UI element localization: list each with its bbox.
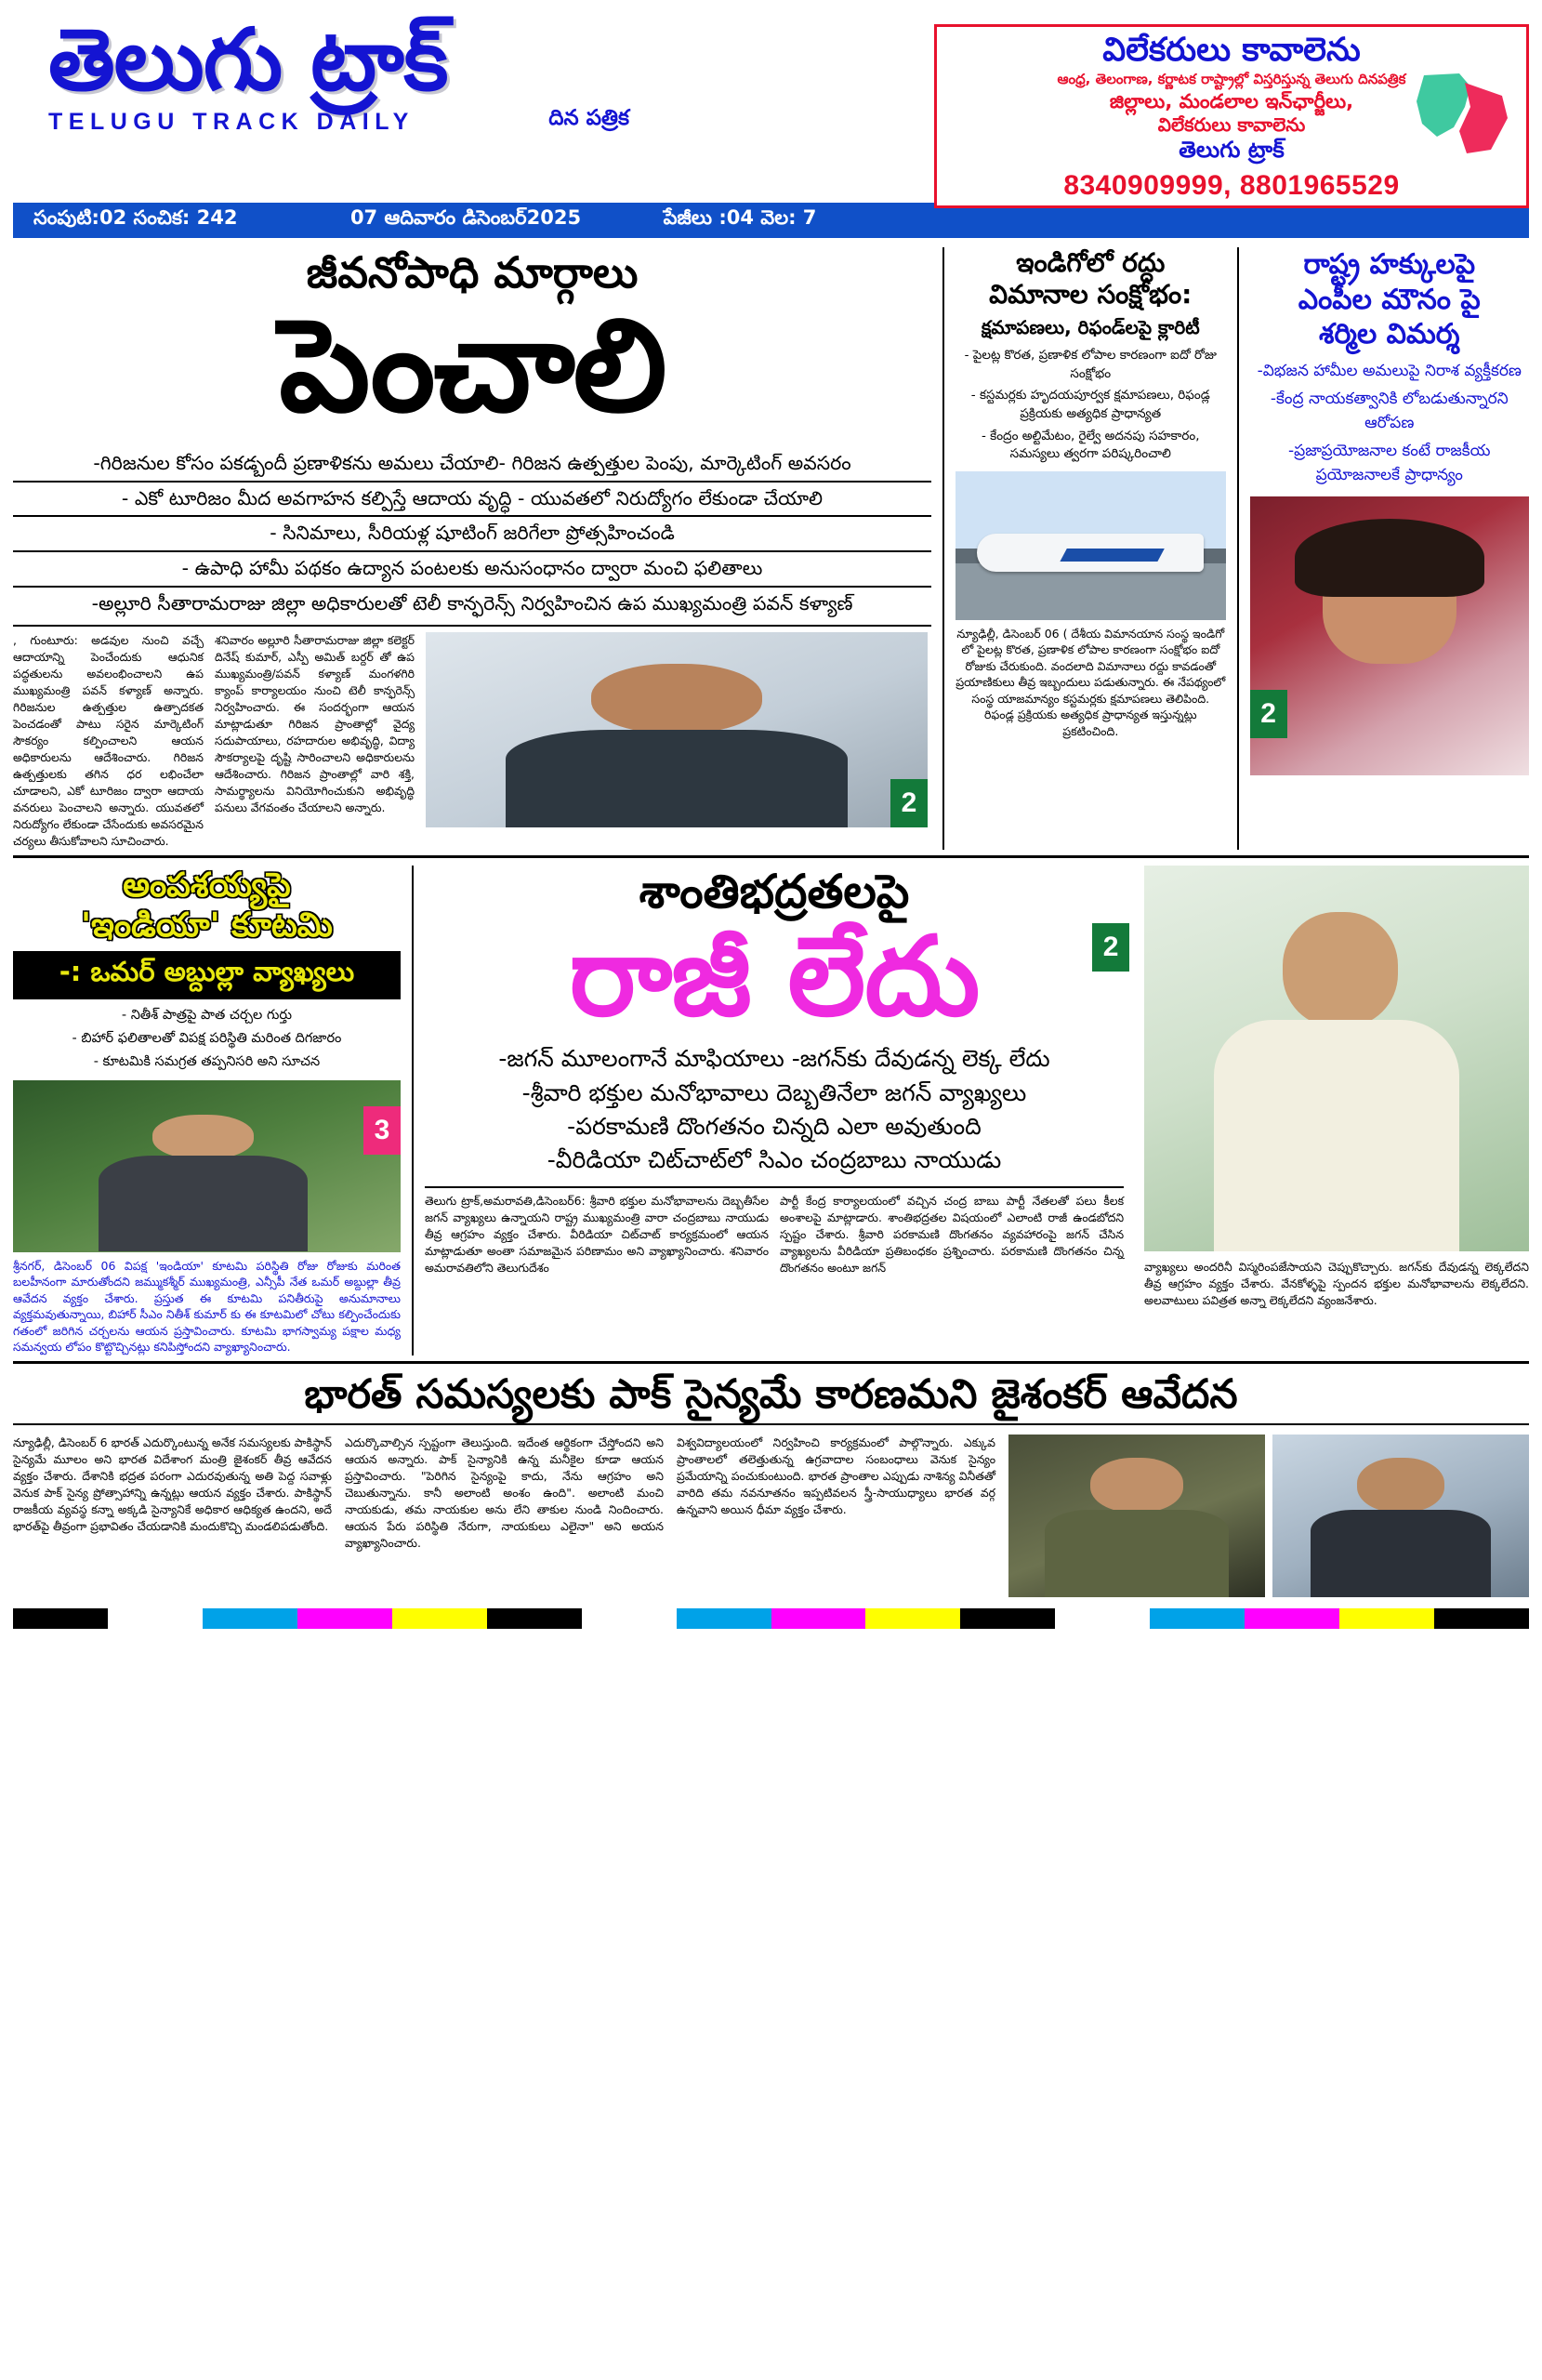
color-swatch	[108, 1608, 203, 1629]
lead-kicker: జీవనోపాధి మార్గాలు	[306, 247, 639, 298]
indigo-bullet: - కేంద్రం అల్టిమేటం, రైల్వే అదనపు సహకారం, సమస్యలు త్వరగా పరిష్కరించాలి	[981, 428, 1200, 462]
page-ref-badge: 2	[1092, 923, 1129, 972]
sharmila-headline-line1: రాష్ట్ర హక్కులపై	[1303, 248, 1476, 281]
omar-headline-line1: అంపశయ్యపై	[123, 866, 291, 906]
color-swatch	[1150, 1608, 1245, 1629]
color-swatch	[1055, 1608, 1150, 1629]
ad-line-reporters: విలేకరులు కావాలెను	[1157, 113, 1306, 137]
logo-telugu-subtitle: దిన పత్రిక	[548, 105, 629, 130]
omar-bullet: - నితీశ్ పాత్రపై పాత చర్చల గుర్తు	[121, 1008, 293, 1024]
omar-headline-line2: 'ఇండియా' కూటమి	[81, 906, 333, 945]
chandrababu-photo-column	[1135, 866, 1529, 1355]
color-swatch	[1339, 1608, 1434, 1629]
omar-abdullah-photo	[13, 1080, 401, 1252]
lead-body-col-2: శనివారం అల్లూరి సీతారామరాజు జిల్లా కలెక్టర్ దినేష్ కుమార్, ఎస్పీ అమిత్ బర్దర్ తో ఉప ముఖ్యమంత్రి/పవన్ కళ్యాణ్ మంగళగిరి క్యాంప్ కార్యాలయం నుంచి టెలీ కాన్ఫరెన్స్ నిర్వహించారు. ఈ సందర్భంగా ఆయన మాట్లాడుతూ గిరిజన ప్రాంతాల్లో వైద్య సదుపాయాలు, రహదారుల అభివృద్ధి, విద్యా సౌకర్యాలపై దృష్టి సారించాలని అధికారులను ఆదేశించారు. గిరిజన ప్రాంతాల్లో వారి శక్తి, సామర్థ్యాలను వినియోగించుకుని అభివృద్ధి పనులు వేగవంతం చేయాలని అన్నారు.	[215, 633, 415, 815]
bottom-body-columns	[13, 1435, 1529, 1597]
issue-date: 07 ఆదివారం డిసెంబర్2025	[349, 206, 582, 229]
newspaper-logo	[13, 10, 680, 136]
lead-bullet: - ఎకో టూరిజం మీద అవగాహన కల్పిస్తే ఆదాయ వృద్ధి - యువతలో నిరుద్యోగం లేకుండా చేయాలి	[13, 481, 931, 516]
logo-telugu-title: తెలుగు ట్రాక్	[48, 10, 448, 110]
jaishankar-photo	[1272, 1435, 1529, 1597]
indigo-bullet: - పైలట్ల కొరత, ప్రణాళిక లోపాల కారణంగా ఐదో రోజు సంక్షోభం	[964, 348, 1217, 381]
ad-brand-name: తెలుగు ట్రాక్	[1179, 137, 1285, 164]
color-swatch	[865, 1608, 960, 1629]
ad-line-districts: జిల్లాలు, మండలాల ఇన్‌ఛార్జీలు,	[1109, 90, 1354, 113]
color-swatch	[960, 1608, 1055, 1629]
issue-volume: సంపుటి:02 సంచిక: 242	[33, 206, 238, 229]
ad-phone-numbers: 8340909999, 8801965529	[1063, 170, 1400, 202]
color-swatch	[677, 1608, 771, 1629]
indigo-bullet-list	[956, 347, 1226, 463]
top-section	[13, 247, 1529, 850]
indigo-bullet: - కస్టమర్లకు హృదయపూర్వక క్షమాపణలు, రిఫండ్ల ప్రక్రియకు అత్యధిక ప్రాధాన్యత	[970, 388, 1210, 421]
sharmila-headline-line2: ఎంపీల మౌనం పై	[1298, 283, 1481, 316]
sharmila-photo	[1250, 496, 1529, 775]
indigo-caption: న్యూఢిల్లీ, డిసెంబర్ 06 ( దేశీయ విమానయాన సంస్థ ఇండిగో లో పైలట్ల కొరత, ప్రణాళిక లోపాల కారణంగా సంక్షోభం ఐదో రోజుకు చేరుకుంది. వందలాది విమానాలు రద్దు కావడంతో ప్రయాణికులు తీవ్ర ఇబ్బందులు పడుతున్నారు. ఈ నేపథ్యంలో సంస్థ యాజమాన్యం కస్టమర్లకు క్షమాపణలు తెలిపింది. రిఫండ్ల ప్రక్రియకు అత్యధిక ప్రాధాన్యత ఇస్తున్నట్లు ప్రకటించింది.	[956, 626, 1226, 738]
chandrababu-photo	[1144, 866, 1529, 1251]
lead-story	[13, 247, 942, 850]
cbn-body-col-2: పార్టీ కేంద్ర కార్యాలయంలో వచ్చిన చంద్ర బాబు పార్టీ నేతలతో పలు కీలక అంశాలపై మాట్లాడారు. శాంతిభద్రతల విషయంలో ఎలాంటి రాజీ ఉండబోదని స్పష్టం చేశారు. శ్రీవారి పరకామణి దొంగతనం వ్యవహారంపై జగన్ చేసిన వ్యాఖ్యలను వీరిడియా ప్రతిబంధకం ప్రశ్నించారు. పరకామణి దొంగతనం చిన్న దొంగతనం అంటూ జగన్	[780, 1194, 1125, 1276]
bottom-headline: భారత్ సమస్యలకు పాక్ సైన్యమే కారణమని జైశంకర్ ఆవేదన	[304, 1370, 1238, 1418]
indigo-headline-line2: విమానాల సంక్షోభం:	[989, 279, 1193, 311]
ad-subline: ఆంధ్ర, తెలంగాణ, కర్ణాటక రాష్ట్రాల్లో విస్తరిస్తున్న తెలుగు దినపత్రిక	[1057, 71, 1406, 88]
lead-body-col-1: , గుంటూరు: అడవుల నుంచి వచ్చే ఆదాయాన్ని పెంచేందుకు ఆధునిక పద్ధతులను అవలంభించాలని ఉప ముఖ్యమంత్రి పవన్ కళ్యాణ్ అన్నారు. గిరిజనుల ఉత్పత్తుల ఉత్పాదకత పెంచడంతో పాటు సరైన మార్కెటింగ్ సౌకర్యం కల్పించాలని ఆయన అధికారులను ఆదేశించారు. గిరిజన ఉత్పత్తులకు తగిన ధర లభించేలా చూడాలని, ఎకో టూరిజం ద్వారా ఆదాయ వనరులు పెంచాలని అన్నారు. యువతలో నిరుద్యోగం లేకుండా చేసేందుకు అవసరమైన చర్యలు తీసుకోవాలని సూచించారు.	[13, 633, 204, 849]
cbn-bullet: -శ్రీవారి భక్తుల మనోభావాలు దెబ్బతినేలా జగన్ వ్యాఖ్యలు	[521, 1078, 1027, 1106]
cbn-body-col-3: వ్యాఖ్యలు అందరినీ విస్మరింపజేసాయని చెప్పుకొచ్చారు. జగన్‌కు దేవుడన్న లెక్కలేదని తీవ్ర ఆగ్రహం వ్యక్తం చేశారు. వేనకోళ్ళపై స్పందన భక్తుల మనోభావాలను లెక్కలేదని. అలవాటులు పవిత్రత అన్నా లెక్కలేదని వ్యంజనేశారు.	[1144, 1260, 1529, 1308]
lead-bullet: -గిరిజనుల కోసం పకడ్బందీ ప్రణాళికను అమలు చేయాలి- గిరిజన ఉత్పత్తుల పెంపు, మార్కెటింగ్ అవసరం	[93, 452, 851, 475]
lead-headline: పెంచాలి	[279, 291, 666, 442]
bottom-body-col-2: ఎదుర్కొవాల్సిన స్పష్టంగా తెలుస్తుంది. ఇదేంత ఆర్థికంగా చేస్తోందని అని ఆయన అన్నారు. పాక్ సైన్యానికి ఉన్న మనీకైల కూడా ఆయన ప్రస్తావించారు. "పెరిగిన సైన్యంపై కాదు, నేను ఆగ్రహం అని చెబుతున్నాను. కానీ అలాంటి అంశం ఉంది". అలాంటి మంచి నాయకుడు, తమ నాయకుల అను లేని తాకుల నుండి నిందించారు. ఆయన పేరు పరిస్థితి నేరుగా, నాయకులు ఎలైనా" అని అయన వ్యాఖ్యానించారు.	[345, 1435, 664, 1550]
color-swatch	[487, 1608, 582, 1629]
pakistan-army-chief-photo	[1008, 1435, 1265, 1597]
chandrababu-story	[412, 866, 1135, 1355]
cbn-bullet: -వీరిడియా చిట్‌చాట్‌లో సిఎం చంద్రబాబు నాయుడు	[547, 1146, 1002, 1174]
bottom-body-col-3: విశ్వవిద్యాలయంలో నిర్వహించి కార్యక్రమంలో పాల్గొన్నారు. ఎక్కువ ప్రాంతాలలో తలెత్తుతున్న ఉగ్రవాదాల సంబంధాలు వెనుక సైన్యం ప్రమేయాన్ని పంచుకుంటుంది. భారత ప్రాంతాల ఎప్పుడు నాశిన్య వినీతతో వారిది తమ నవనూతనం ఇప్పటివలన స్త్రీ-సాయుధ్యాలు భారత వర్గ ఉన్నవాని అయిన ధీమా వ్యక్తం చేశారు.	[677, 1435, 995, 1517]
page-ref-badge: 3	[363, 1106, 401, 1155]
indigo-deck: క్షమాపణలు, రిఫండ్‌లపై క్లారిటీ	[981, 316, 1200, 339]
sharmila-story	[1237, 247, 1529, 850]
recruitment-ad-box	[934, 24, 1529, 208]
page-ref-badge: 2	[1250, 690, 1287, 738]
ad-headline: విలేకరులు కావాలెను	[1102, 32, 1361, 69]
middle-section	[13, 866, 1529, 1355]
cbn-body-col-1: తెలుగు ట్రాక్,అమరావతి,డిసెంబర్6: శ్రీవారి భక్తుల మనోభావాలను దెబ్బతీసేల జగన్ వ్యాఖ్యలు ఉన్నాయని రాష్ట్ర ముఖ్యమంత్రి వారా చంద్రబాబు నాయుడు తీవ్ర ఆగ్రహం వ్యక్తం చేశారు. వీరిడియా చిట్‌చాట్ కార్యక్రమంలో ఆయన మాట్లాడుతూ అంతా సమాజమైన పరిణామం అని వ్యాఖ్యానించారు. శనివారం అమరావతిలోని తెలుగుదేశం	[424, 1194, 769, 1276]
issue-pages-price: పేజీలు :04 వెల: 7	[663, 206, 817, 229]
indigo-aircraft-photo	[956, 471, 1226, 620]
jaishankar-story	[13, 1371, 1529, 1598]
color-swatch	[392, 1608, 487, 1629]
omar-bullet: - బిహార్ ఫలితాలతో విపక్ష పరిస్థితి మరింత దిగజారం	[72, 1031, 342, 1047]
india-states-map-icon	[1405, 70, 1517, 155]
indigo-story	[942, 247, 1237, 850]
omar-abdullah-story	[13, 866, 412, 1355]
lead-bullet: -అల్లూరి సీతారామరాజు జిల్లా అధికారులతో టెలీ కాన్ఫరెన్స్ నిర్వహించిన ఉప ముఖ్యమంత్రి పవన్ కళ్యాణ్	[13, 586, 931, 621]
page-ref-badge: 2	[890, 779, 928, 827]
color-swatch	[582, 1608, 677, 1629]
color-swatch	[297, 1608, 392, 1629]
cbn-bullet: -జగన్ మూలంగానే మాఫియాలు -జగన్‌కు దేవుడన్న లెక్క లేదు	[498, 1045, 1050, 1073]
indigo-headline-line1: ఇండిగోలో రద్దు	[1016, 247, 1166, 278]
cbn-kicker: శాంతిభద్రతలపై	[639, 865, 910, 919]
logo-english-title: TELUGU TRACK DAILY	[48, 108, 415, 135]
color-swatch	[13, 1608, 108, 1629]
sharmila-headline-line3: శర్మిల విమర్శ	[1319, 318, 1460, 350]
bottom-body-col-1: న్యూఢిల్లీ, డిసెంబర్ 6 భారత్ ఎదుర్కొంటున్న అనేక సమస్యలకు పాకిస్థాన్ సైన్యమే మూలం అని భారత విదేశాంగ మంత్రి జైశంకర్ తీవ్ర ఆవేదన వ్యక్తం చేశారు. దేశానికి భద్రత పరంగా ఎదురవుతున్న అతి పెద్ద సవాళ్లు వెనుక పాక్ సైన్య ప్రోత్సాహాన్ని ఉన్నట్లు ఆయన వ్యక్తం చేశారు. పాకిస్థాన్ రాజకీయ వ్యవస్థ కన్నా అక్కడి సైన్యానికే అధికార ఆధిక్యత ఉందని, అదే భారత్‌పై తీవ్రంగా ప్రభావితం చేయడానికి మందుకొచ్చి మండలిపడుతోంది.	[13, 1435, 332, 1534]
omar-bullet-list	[13, 1006, 401, 1072]
sharmila-bullet-list	[1250, 360, 1529, 488]
omar-quote-strip: -: ఒమర్ అబ్దుల్లా వ్యాఖ్యలు	[13, 951, 401, 999]
cbn-bullet: -పరకామణి దొంగతనం చిన్నది ఎలా అవుతుంది	[567, 1112, 982, 1140]
masthead	[13, 0, 1529, 202]
lead-bullet: - ఉపాధి హామీ పథకం ఉద్యాన పంటలకు అనుసంధానం ద్వారా మంచి ఫలితాలు	[13, 550, 931, 586]
lead-bullet: - సినిమాలు, సీరియళ్ల షూటింగ్ జరిగేలా ప్రోత్సహించండి	[13, 515, 931, 550]
omar-bullet: - కూటమికి సమగ్రత తప్పనిసరి అని సూచన	[93, 1054, 321, 1070]
color-swatch	[1245, 1608, 1339, 1629]
color-swatch	[771, 1608, 866, 1629]
cbn-headline: రాజీ లేదు	[569, 911, 980, 1040]
sharmila-bullet: -ప్రజాప్రయోజనాల కంటే రాజకీయ ప్రయోజనాలకే ప్రాధాన్యం	[1288, 442, 1491, 484]
color-calibration-bar	[13, 1608, 1529, 1629]
color-swatch	[1434, 1608, 1529, 1629]
sharmila-bullet: -కేంద్ర నాయకత్వానికి లోబడుతున్నారని ఆరోపణ	[1270, 390, 1509, 432]
lead-bullet-list	[13, 447, 931, 620]
pawan-kalyan-photo	[426, 632, 928, 827]
sharmila-bullet: -విభజన హామీల అమలుపై నిరాశ వ్యక్తీకరణ	[1257, 361, 1522, 380]
omar-caption: శ్రీనగర్, డిసెంబర్ 06 విపక్ష 'ఇండియా' కూటమి పరిస్థితి రోజు రోజుకు మరింత బలహీనంగా మారుతోందని జమ్ముకశ్మీర్ ముఖ్యమంత్రి, ఎన్సీపీ నేత ఒమర్ అబ్దుల్లా తీవ్ర ఆవేదన వ్యక్తం చేశారు. ప్రస్తుత ఈ కూటమి పనితీరుపై అనుమానాలు వ్యక్తమవుతున్నాయి, బిహార్ సీఎం నితీశ్ కుమార్ కు ఈ కూటమిలో చోటు కల్పించేందుకు గతంలో జరిగిన చర్చలను ఆయన ప్రస్తావించారు. కూటమి భాగస్వామ్య పక్షాల మధ్య సమన్వయ లోపం కొట్టొచ్చినట్లు కనిపిస్తోందని వ్యాఖ్యానించారు.	[13, 1258, 401, 1354]
color-swatch	[203, 1608, 297, 1629]
